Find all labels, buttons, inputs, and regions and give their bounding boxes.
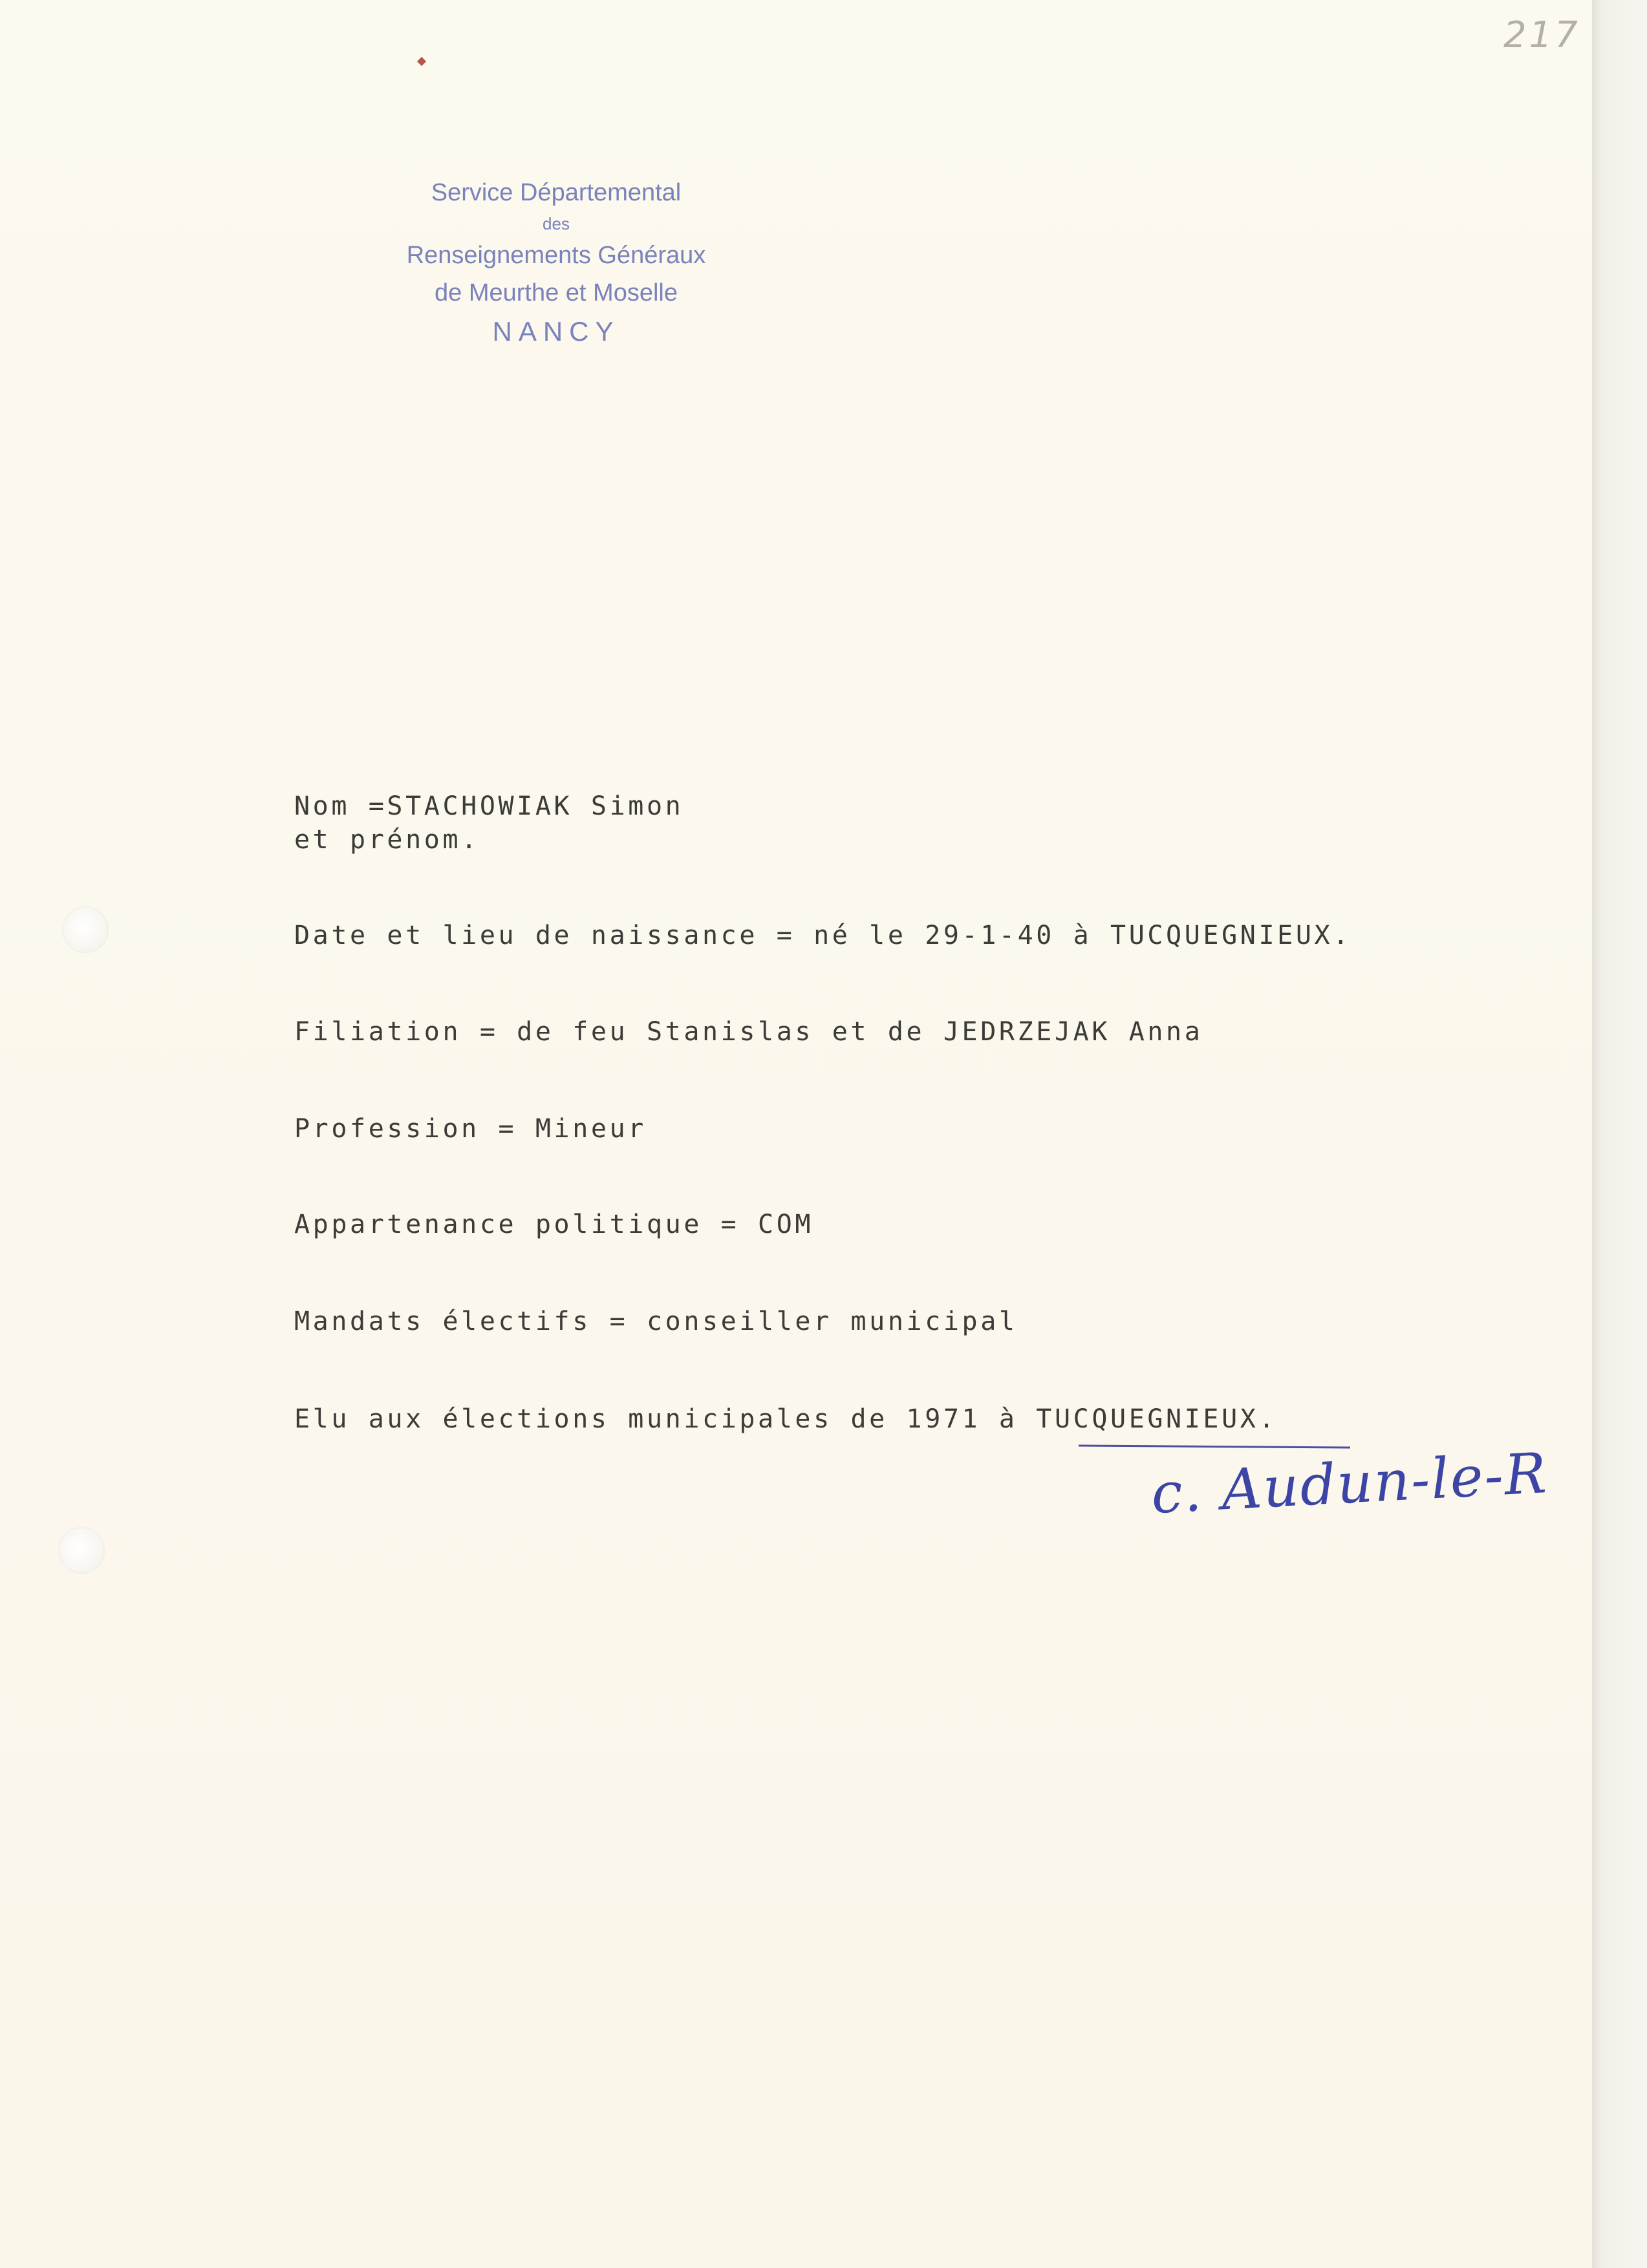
handwritten-signature: c. Audun-le-R	[1149, 1441, 1549, 1526]
stamp-line-1: Service Départemental	[431, 179, 682, 206]
field-elu: Elu aux élections municipales de 1971 à TUCQUEGNIEUX.	[294, 1404, 1278, 1434]
field-naissance: Date et lieu de naissance = né le 29-1-40 à TUCQUEGNIEUX.	[294, 921, 1351, 950]
field-prenom: et prénom.	[294, 825, 480, 855]
punch-hole-top	[62, 906, 109, 953]
field-profession: Profession = Mineur	[294, 1114, 647, 1144]
field-mandats: Mandats électifs = conseiller municipal	[294, 1307, 1018, 1336]
field-filiation: Filiation = de feu Stanislas et de JEDRZEJAK Anna	[294, 1017, 1203, 1047]
service-stamp	[375, 175, 737, 352]
stamp-line-4: de Meurthe et Moselle	[435, 279, 678, 306]
field-nom: Nom =STACHOWIAK Simon	[294, 791, 684, 821]
stamp-line-3: Renseignements Généraux	[406, 242, 706, 269]
field-appartenance: Appartenance politique = COM	[294, 1210, 814, 1239]
stamp-line-5: NANCY	[492, 316, 620, 347]
page-edge	[1592, 0, 1647, 2268]
punch-hole-bottom	[58, 1527, 105, 1574]
page-number: 217	[1503, 14, 1580, 56]
stamp-line-2: des	[543, 214, 570, 233]
